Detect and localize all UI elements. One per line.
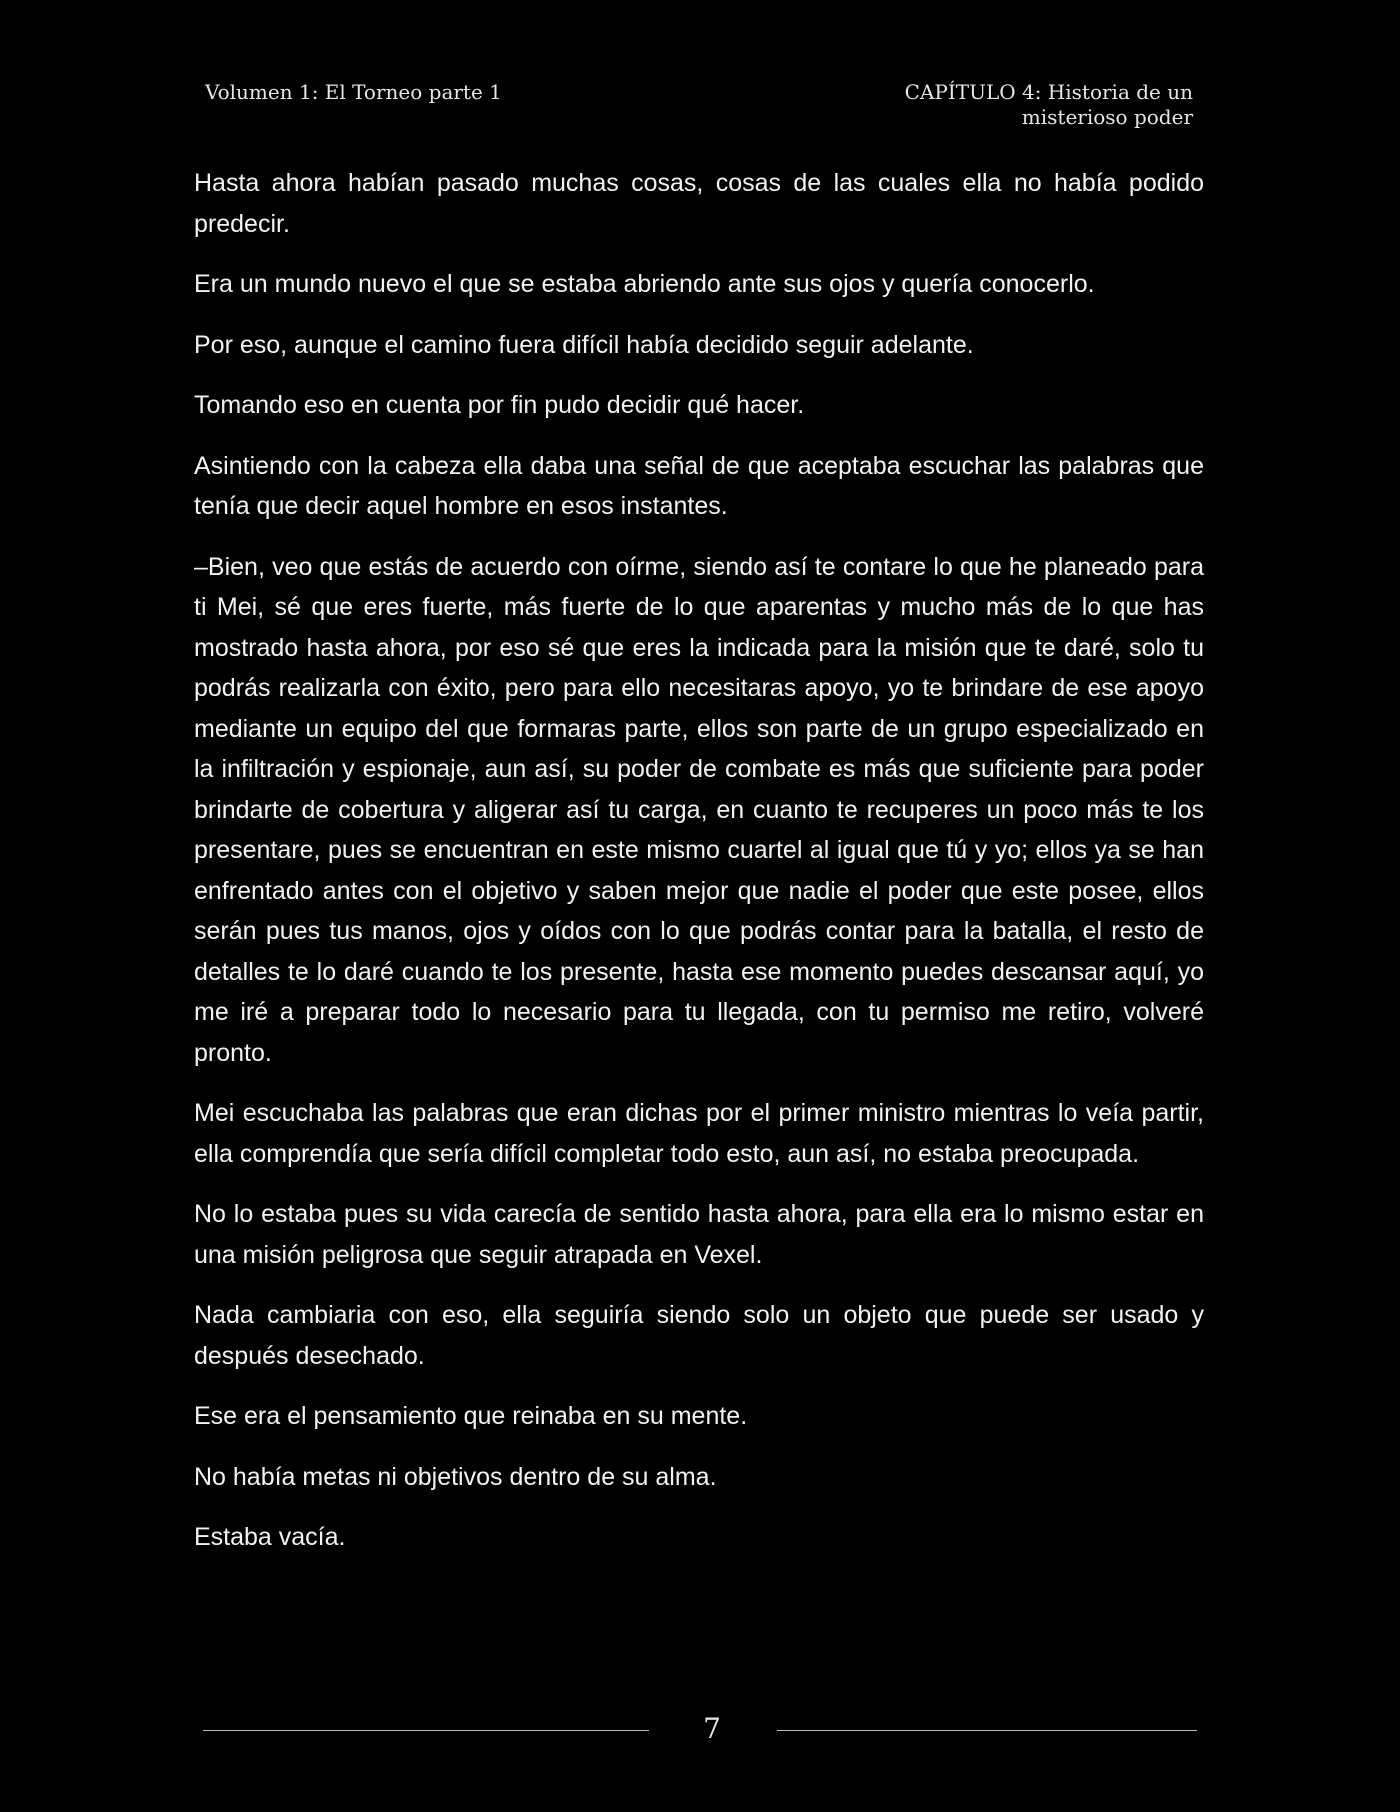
paragraph: No había metas ni objetivos dentro de su alma.: [194, 1462, 717, 1491]
paragraph: Asintiendo con la cabeza ella daba una señal de que aceptaba escuchar las palabras que tenía que decir aquel hombre en esos instantes.: [194, 451, 1204, 520]
paragraph: Hasta ahora habían pasado muchas cosas, cosas de las cuales ella no había podido predecir.: [194, 169, 1204, 238]
paragraph: Por eso, aunque el camino fuera difícil había decidido seguir adelante.: [194, 330, 974, 359]
paragraph: No lo estaba pues su vida carecía de sentido hasta ahora, para ella era lo mismo estar en una misión peligrosa que seguir atrapada en Vexel.: [194, 1200, 1204, 1269]
paragraph: Nada cambiaria con eso, ella seguiría siendo solo un objeto que puede ser usado y después desechado.: [194, 1301, 1204, 1370]
footer-rule-left: [203, 1730, 649, 1731]
paragraph: Era un mundo nuevo el que se estaba abriendo ante sus ojos y quería conocerlo.: [194, 270, 1095, 298]
running-header-volume: Volumen 1: El Torneo parte 1: [205, 80, 502, 104]
page-body: [194, 163, 1204, 1578]
page-footer: [0, 1710, 1400, 1750]
paragraph: Mei escuchaba las palabras que eran dichas por el primer ministro mientras lo veía partir, ella comprendía que sería difícil completar todo esto, aun así, no estaba preocupada.: [194, 1099, 1204, 1168]
chapter-title-line-1: CAPÍTULO 4: Historia de un: [904, 80, 1193, 104]
page-number: 7: [703, 1712, 721, 1745]
running-header-chapter: [813, 80, 1193, 130]
footer-rule-right: [777, 1730, 1197, 1731]
paragraph: Tomando eso en cuenta por fin pudo decidir qué hacer.: [194, 391, 805, 419]
paragraph: Estaba vacía.: [194, 1523, 346, 1551]
chapter-title-line-2: misterioso poder: [1021, 105, 1193, 129]
paragraph: –Bien, veo que estás de acuerdo con oírme, siendo así te contare lo que he planeado para ti Mei, sé que eres fuerte, más fuerte de lo que aparentas y mucho más de lo que has mostrado hasta ahora, por eso sé que eres la indicada para la misión que te daré, solo tu podrás realizarla con éxito, pero para ello necesitaras apoyo, yo te brindare de ese apoyo mediante un equipo del que formaras parte, ellos son parte de un grupo especializado en la infiltración y espionaje, aun así, su poder de combate es más que suficiente para poder brindarte de cobertura y aligerar así tu carga, en cuanto te recuperes un poco más te los presentare, pues se encuentran en este mismo cuartel al igual que tú y yo; ellos ya se han enfrentado antes con el objetivo y saben mejor que nadie el poder que este posee, ellos serán pues tus manos, ojos y oídos con lo que podrás contar para la batalla, el resto de detalles te lo daré cuando te los presente, hasta ese momento puedes descansar aquí, yo me iré a preparar todo lo necesario para tu llegada, con tu permiso me retiro, volveré pronto.: [194, 552, 1204, 1067]
paragraph: Ese era el pensamiento que reinaba en su mente.: [194, 1402, 748, 1430]
